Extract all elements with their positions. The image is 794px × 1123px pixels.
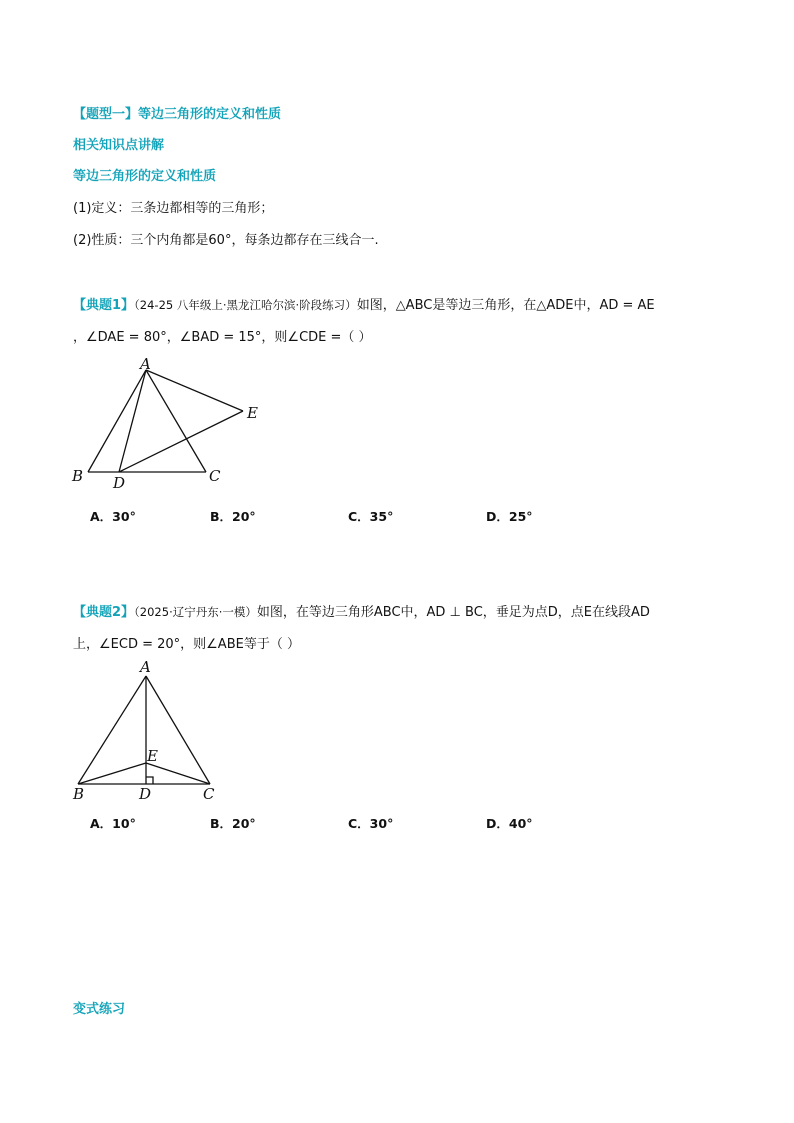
vertex-label-d: D (139, 785, 152, 803)
example1-option-a[interactable]: A．30° (90, 509, 136, 524)
property-text: (2)性质：三个内角都是60°，每条边都存在三线合一. (73, 233, 379, 248)
segment-be (78, 763, 146, 784)
segment-ac (146, 370, 206, 472)
example1-source: （24-25 八年级上·黑龙江哈尔滨·阶段练习） (134, 298, 357, 312)
segment-de (119, 411, 243, 472)
example1-tag: 【典题1】 (73, 298, 135, 313)
segment-ad (119, 370, 146, 472)
example2-source: （2025·辽宁丹东·一模） (134, 605, 257, 619)
knowledge-heading: 相关知识点讲解 (73, 138, 165, 153)
example2-option-b[interactable]: B．20° (210, 816, 256, 831)
vertex-label-c: C (209, 467, 221, 485)
example2-stem-line1 (73, 601, 650, 620)
example2-option-d[interactable]: D．40° (486, 816, 533, 831)
segment-ac (146, 676, 210, 784)
type-heading: 【题型一】等边三角形的定义和性质 (73, 107, 282, 122)
segment-ab (78, 676, 146, 784)
vertex-label-d: D (113, 474, 126, 490)
definition-text: (1)定义：三条边都相等的三角形； (73, 201, 274, 216)
segment-ce (146, 763, 210, 784)
right-angle-mark (146, 777, 153, 784)
example1-figure (60, 350, 280, 490)
example1-stem-line2: ，∠DAE = 80°，∠BAD = 15°，则∠CDE =（ ） (73, 330, 372, 345)
practice-heading: 变式练习 (73, 1002, 126, 1017)
example1-option-b[interactable]: B．20° (210, 509, 256, 524)
example1-option-d[interactable]: D．25° (486, 509, 533, 524)
example2-option-a[interactable]: A．10° (90, 816, 136, 831)
segment-ab (88, 370, 146, 472)
vertex-label-b: B (73, 785, 85, 803)
vertex-label-a: A (140, 355, 151, 373)
example1-option-c[interactable]: C．35° (348, 509, 394, 524)
vertex-label-b: B (72, 467, 84, 485)
example2-figure (60, 656, 230, 806)
example2-option-c[interactable]: C．30° (348, 816, 394, 831)
topic-heading: 等边三角形的定义和性质 (73, 169, 217, 184)
vertex-label-a: A (140, 658, 151, 676)
vertex-label-c: C (203, 785, 215, 803)
example2-tag: 【典题2】 (73, 605, 135, 620)
segment-ae (146, 370, 243, 411)
vertex-label-e: E (147, 747, 158, 765)
example2-stem-line2: 上，∠ECD = 20°，则∠ABE等于（ ） (73, 637, 300, 652)
example1-stem-line1 (73, 294, 655, 313)
example1-stem: 如图，△ABC是等边三角形，在△ADE中，AD = AE (356, 298, 655, 313)
vertex-label-e: E (247, 404, 258, 422)
example2-stem: 如图，在等边三角形ABC中，AD ⊥ BC，垂足为点D，点E在线段AD (256, 605, 650, 620)
